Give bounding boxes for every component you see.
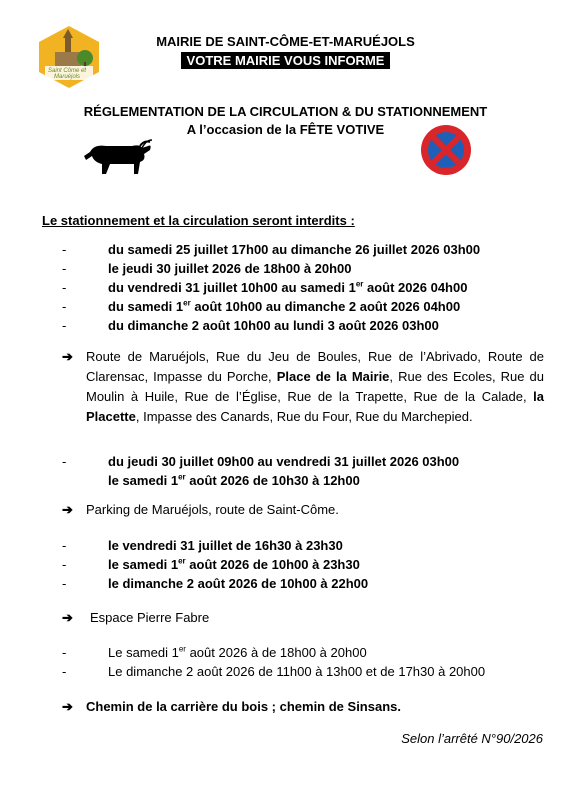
group2-date-list <box>62 452 459 490</box>
signature: Selon l’arrêté N°90/2026 <box>401 731 543 746</box>
list-item: - le vendredi 31 juillet de 16h30 à 23h30 <box>62 538 343 553</box>
list-item: - le jeudi 30 juillet 2026 de 18h00 à 20h00 <box>62 261 352 276</box>
list-item: - le dimanche 2 août 2026 de 10h00 à 22h00 <box>62 576 369 591</box>
list-item: - du samedi 25 juillet 17h00 au dimanche 26 juillet 2026 03h00 <box>62 242 481 257</box>
right-arrow-icon: ➔ <box>62 502 73 517</box>
list-item: - le samedi 1er août 2026 de 10h00 à 23h30 <box>62 556 360 572</box>
list-item: - du vendredi 31 juillet 10h00 au samedi 1er août 2026 04h00 <box>62 279 468 295</box>
group3-places: ➔ Espace Pierre Fabre <box>62 608 544 628</box>
group3-date-list <box>62 536 368 593</box>
right-arrow-icon: ➔ <box>62 349 73 364</box>
list-item: le samedi 1er août 2026 de 10h30 à 12h00 <box>108 472 360 488</box>
inform-banner: VOTRE MAIRIE VOUS INFORME <box>181 52 391 69</box>
list-item: - Le samedi 1er août 2026 à de 18h00 à 20h00 <box>62 644 367 660</box>
bull-icon <box>80 134 154 178</box>
no-stopping-sign-icon <box>420 124 472 176</box>
page-subtitle: A l’occasion de la FÊTE VOTIVE <box>186 122 385 137</box>
logo-text: Saint Côme et Maruéjols <box>47 68 87 80</box>
intro-text: Le stationnement et la circulation seront interdits : <box>42 213 355 228</box>
page-title: RÉGLEMENTATION DE LA CIRCULATION & DU STATIONNEMENT <box>83 104 488 119</box>
right-arrow-icon: ➔ <box>62 610 73 625</box>
group1-date-list <box>62 240 480 335</box>
right-arrow-icon: ➔ <box>62 699 73 714</box>
mairie-name: MAIRIE DE SAINT-CÔME-ET-MARUÉJOLS <box>156 34 415 49</box>
list-item: - du samedi 1er août 10h00 au dimanche 2 août 2026 04h00 <box>62 298 461 314</box>
list-item: - du dimanche 2 août 10h00 au lundi 3 août 2026 03h00 <box>62 318 439 333</box>
list-item: - Le dimanche 2 août 2026 de 11h00 à 13h00 et de 17h30 à 20h00 <box>62 664 486 679</box>
group2-places: ➔ Parking de Maruéjols, route de Saint-Côme. <box>62 500 544 520</box>
list-item: - du jeudi 30 juillet 09h00 au vendredi 31 juillet 2026 03h00 <box>62 454 460 469</box>
group1-places: ➔ Route de Maruéjols, Rue du Jeu de Boules, Rue de l’Abrivado, Route de Clarensac, Impasse du Porche, Place de la Mairie, Rue des Ecoles, Rue du Moulin à Huile, Rue de l’Église, Rue de la Trapette, Rue de la Calade, la Placette, Impasse des Canards, Rue du Four, Rue du Marchepied. <box>62 349 545 424</box>
group4-places: ➔ Chemin de la carrière du bois ; chemin de Sinsans. <box>62 697 544 717</box>
village-logo-icon <box>35 24 103 90</box>
group4-date-list <box>62 643 485 681</box>
